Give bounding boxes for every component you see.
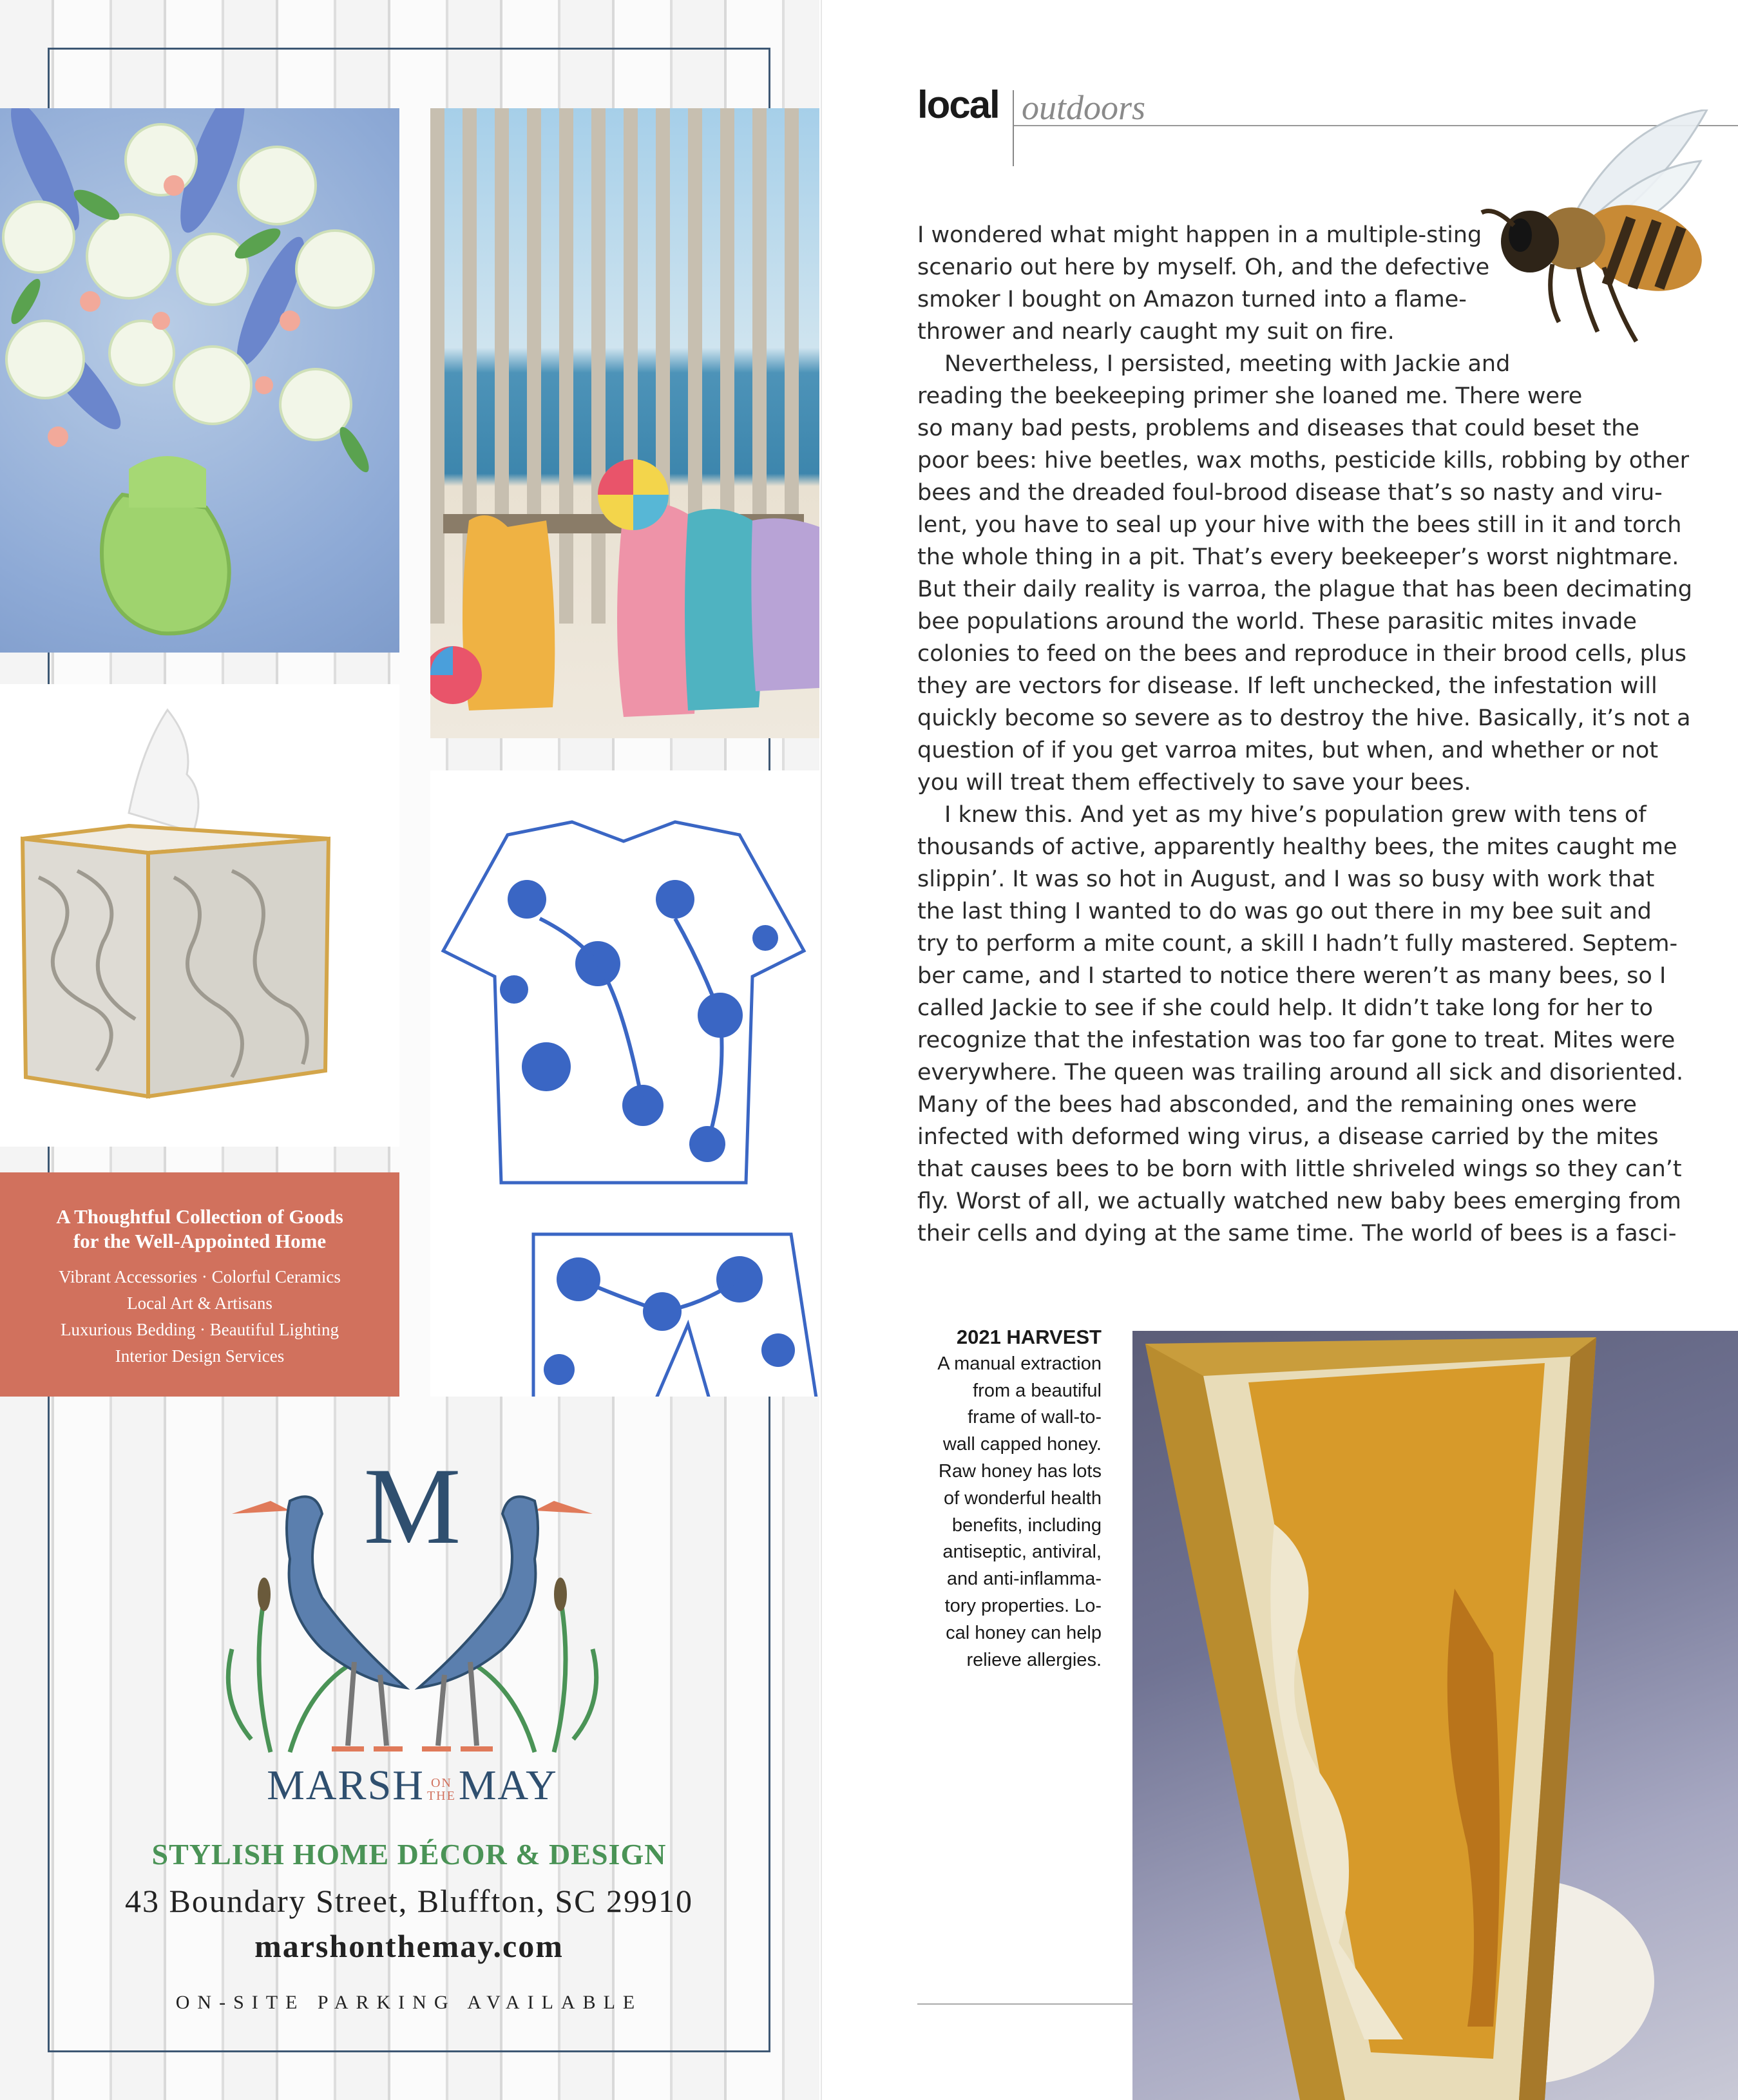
promo-title [13,1205,387,1254]
brand-marsh: MARSH [267,1762,425,1809]
article-line: slippin’. It was so hot in August, and I was so busy with work that [917,866,1655,892]
article-line: scenario out here by myself. Oh, and the defective [917,254,1490,280]
brand-name [193,1761,631,1810]
article-line: try to perform a mite count, a skill I hadn’t fully mastered. Septem- [917,931,1678,957]
article-line: I wondered what might happen in a multiple-sting [917,222,1482,248]
tissue-box-illustration [0,684,399,1147]
header-divider [1013,90,1014,166]
article-paragraph [917,348,1692,799]
article-line: the last thing I wanted to do was go out there in my bee suit and [917,899,1652,924]
heron-logo-illustration [193,1430,631,1765]
caption-line: wall capped honey. [942,1434,1102,1455]
article-line: that causes bees to be born with little shriveled wings so they can’t [917,1156,1682,1182]
promo-line: Vibrant Accessories · Colorful Ceramics [59,1267,341,1286]
article-line: poor bees: hive beetles, wax moths, pesticide kills, robbing by other [917,448,1690,473]
promo-box [0,1172,399,1397]
article-paragraph [917,219,1648,348]
article-line: recognize that the infestation was too far gone to treat. Mites were [917,1027,1676,1053]
article-paragraph [917,799,1684,1250]
article-line: reading the beekeeping primer she loaned me. There were [917,383,1583,409]
article-line: Nevertheless, I persisted, meeting with Jackie and [944,351,1511,377]
tissue-box-image [0,684,399,1147]
brand-may: MAY [458,1762,558,1809]
article-line: everywhere. The queen was trailing around all sick and disoriented. [917,1060,1684,1085]
promo-service-list [6,1264,393,1370]
promo-title-line-1: A Thoughtful Collection of Goods [56,1205,343,1228]
flower-painting-illustration [0,108,399,653]
photo-caption [915,1324,1102,1674]
store-address: 43 Boundary Street, Bluffton, SC 29910 [124,1883,693,1919]
promo-line: Interior Design Services [115,1346,285,1366]
store-website-link[interactable]: marshonthemay.com [254,1928,564,1964]
article-line: so many bad pests, problems and diseases that could beset the [917,415,1639,441]
page-spine [821,0,822,2100]
article-line: quickly become so severe as to destroy the hive. Basically, it’s not a [917,705,1691,731]
brand-on: ON [430,1775,452,1790]
caption-line: and anti-inflamma- [946,1569,1102,1590]
caption-line: frame of wall-to- [968,1407,1102,1428]
caption-line: Raw honey has lots [938,1460,1102,1482]
advertisement-page [0,0,819,2100]
promo-title-line-2: for the Well-Appointed Home [73,1230,327,1252]
article-line: I knew this. And yet as my hive’s population grew with tens of [944,802,1647,828]
header-local-logo: local [917,83,999,126]
article-line: lent, you have to seal up your hive with the bees still in it and torch [917,512,1682,538]
honeycomb-frame-illustration [1132,1331,1738,2100]
promo-line: Luxurious Bedding · Beautiful Lighting [61,1320,339,1339]
logo-monogram: M [363,1446,461,1567]
flower-painting-image [0,108,399,653]
beach-towels-illustration [430,108,819,738]
article-line: colonies to feed on the bees and reproduce in their brood cells, plus [917,641,1686,667]
pajamas-illustration [430,770,819,1397]
pajamas-image [430,770,819,1397]
brand-on-the [427,1777,456,1802]
article-line: fly. Worst of all, we actually watched new baby bees emerging from [917,1188,1681,1214]
caption-line: cal honey can help [946,1622,1102,1643]
article-line: ber came, and I started to notice there weren’t as many bees, so I [917,963,1666,989]
brand-the: THE [426,1788,456,1803]
article-line: you will treat them effectively to save your bees. [917,770,1471,796]
ad-tagline: STYLISH HOME DÉCOR & DESIGN [151,1838,667,1871]
article-line: bee populations around the world. These parasitic mites invade [917,609,1637,635]
heron-logo [193,1430,631,1765]
article-line: But their daily reality is varroa, the plague that has been decimating [917,577,1692,602]
article-line: Many of the bees had absconded, and the remaining ones were [917,1092,1637,1118]
header-section-label: outdoors [1022,88,1146,127]
caption-line: relieve allergies. [966,1649,1102,1670]
article-line: the whole thing in a pit. That’s every beekeeper’s worst nightmare. [917,544,1679,570]
caption-line: benefits, including [951,1514,1102,1536]
article-line: called Jackie to see if she could help. It didn’t take long for her to [917,995,1654,1021]
article-line: question of if you get varroa mites, but when, and whether or not [917,738,1659,763]
caption-line: of wonderful health [943,1487,1102,1509]
caption-line: tory properties. Lo- [944,1595,1102,1616]
promo-line: Local Art & Artisans [127,1293,272,1313]
article-line: thousands of active, apparently healthy bees, the mites caught me [917,834,1677,860]
beach-towels-image [430,108,819,738]
caption-line: antiseptic, antiviral, [942,1542,1102,1563]
article-line: bees and the dreaded foul-brood disease that’s so nasty and viru- [917,480,1663,506]
article-line: their cells and dying at the same time. The world of bees is a fasci- [917,1221,1677,1246]
caption-bottom-rule [917,2003,1132,2005]
article-body [917,219,1692,1250]
caption-body [915,1351,1102,1674]
caption-title: 2021 HARVEST [956,1326,1102,1348]
honeycomb-frame-image [1132,1331,1738,2100]
caption-line: A manual extraction [937,1353,1102,1374]
parking-note: ON-SITE PARKING AVAILABLE [175,1992,643,2013]
article-line: they are vectors for disease. If left unchecked, the infestation will [917,673,1657,699]
article-line: smoker I bought on Amazon turned into a flame- [917,287,1467,312]
article-line: infected with deformed wing virus, a disease carried by the mites [917,1124,1659,1150]
caption-line: from a beautiful [973,1380,1102,1401]
article-line: thrower and nearly caught my suit on fire. [917,319,1395,345]
